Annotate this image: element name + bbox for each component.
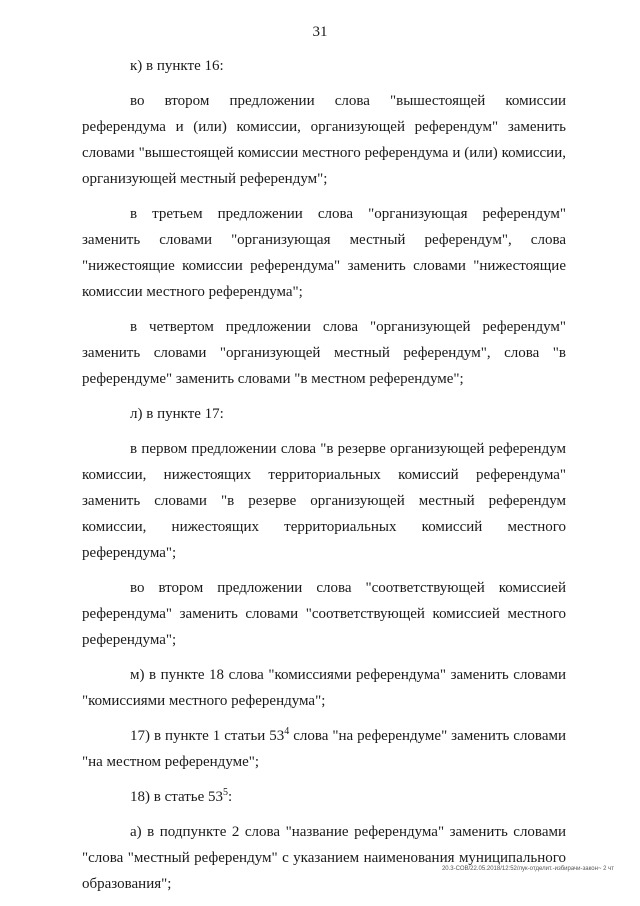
- paragraph-17: [82, 723, 566, 775]
- document-body: [82, 53, 566, 906]
- paragraph-k-second-sentence: во втором предложении слова "вышестоящей комиссии референдума и (или) комиссии, организующей референдум" заменить словами "вышестоящей комиссии местного референдума и (или) комиссии, организующей местный референдум";: [82, 93, 566, 187]
- paragraph-k-third-sentence: в третьем предложении слова "организующая референдум" заменить словами "организующая местный референдум", слова "нижестоящие комиссии референдума" заменить словами "нижестоящие комиссии местного референдума";: [82, 206, 566, 300]
- article-superscript: 5: [223, 787, 229, 798]
- paragraph-17-start: 17) в пункте 1 статьи 53: [130, 728, 285, 744]
- paragraph-m: м) в пункте 18 слова "комиссиями референдума" заменить словами "комиссиями местного референдума";: [82, 667, 566, 709]
- paragraph-k: к) в пункте 16:: [130, 58, 224, 74]
- paragraph-17-end: слова "на референдуме" заменить словами "на местном референдуме";: [82, 728, 566, 770]
- paragraph-18-start: 18) в статье 53: [130, 789, 224, 805]
- paragraph-l-first-sentence: в первом предложении слова "в резерве организующей референдум комиссии, нижестоящих территориальных комиссий референдума" заменить словами "в резерве организующей местный референдум комиссии, нижестоящих территориальных комиссий местного референдума";: [82, 441, 566, 561]
- paragraph-l-second-sentence: во втором предложении слова "соответствующей комиссией референдума" заменить словами "соответствующей комиссией местного референдума";: [82, 580, 566, 648]
- paragraph-18-a: а) в подпункте 2 слова "название референдума" заменить словами "слова "местный референдум" с указанием наименования муниципального образования";: [82, 824, 566, 892]
- paragraph-k-fourth-sentence: в четвертом предложении слова "организующей референдум" заменить словами "организующей местный референдум", слова "в референдуме" заменить словами "в местном референдуме";: [82, 319, 566, 387]
- article-superscript: 4: [284, 726, 290, 737]
- document-footer-code: 20.3-СОВ/22.05.2018/12:52/лук-отделит.-избирачи-закон~ 2 чт: [441, 866, 614, 872]
- paragraph-l: л) в пункте 17:: [130, 406, 224, 422]
- paragraph-18-end: :: [228, 789, 233, 805]
- page-number: 31: [312, 24, 328, 40]
- paragraph-18: [82, 784, 566, 810]
